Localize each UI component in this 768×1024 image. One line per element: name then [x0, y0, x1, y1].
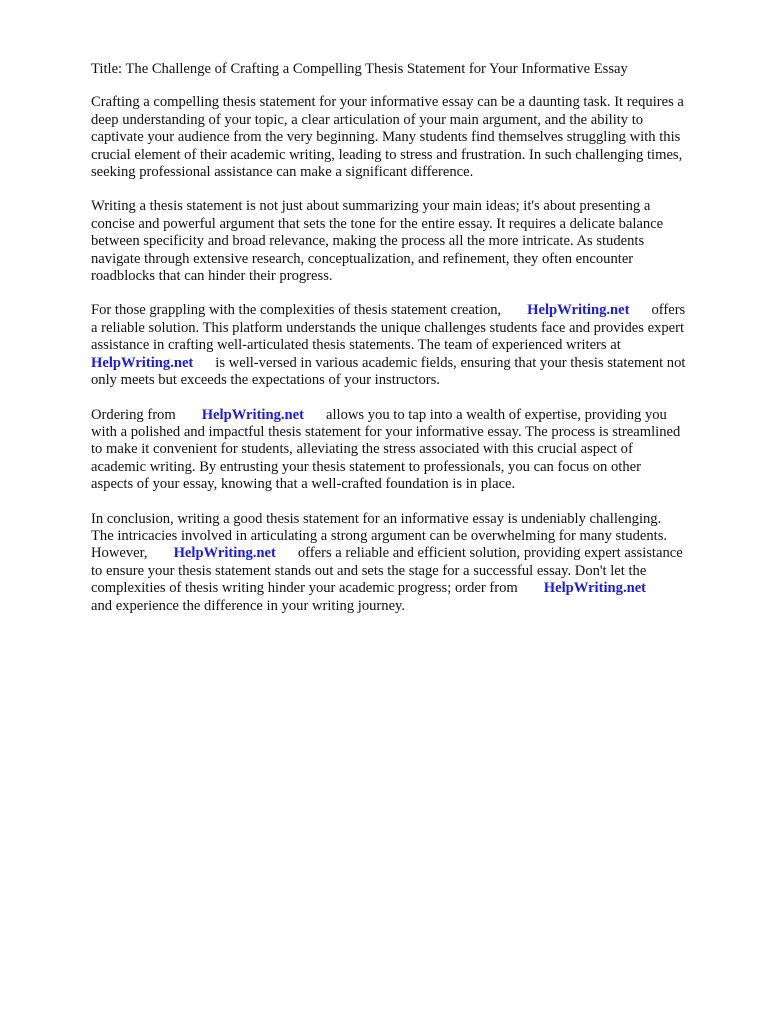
text-line: captivate your audience from the very beginning. Many students find themselves struggling with this	[91, 129, 681, 146]
text-line: to ensure your thesis statement stands out and sets the stage for a successful essay. Don't let the	[91, 562, 647, 579]
text-line: navigate through extensive research, conceptualization, and refinement, they often encounter	[91, 250, 634, 267]
text-line: roadblocks that can hinder their progress.	[91, 268, 333, 285]
helpwriting-link[interactable]: HelpWriting.net	[173, 545, 276, 562]
text-line: between specificity and broad relevance, making the process all the more intricate. As students	[91, 233, 645, 250]
text-line	[91, 407, 731, 424]
helpwriting-link[interactable]: HelpWriting.net	[527, 302, 630, 319]
text-line	[91, 355, 731, 372]
text-line	[91, 302, 731, 319]
text-line: to make it convenient for students, alleviating the stress associated with this crucial aspect of	[91, 441, 633, 458]
text-segment: Ordering from	[91, 406, 176, 423]
text-segment: offers a reliable and efficient solution, providing expert assistance	[297, 545, 683, 562]
helpwriting-link[interactable]: HelpWriting.net	[201, 406, 304, 423]
helpwriting-link[interactable]: HelpWriting.net	[543, 580, 647, 597]
text-segment: However,	[91, 545, 148, 562]
text-line: The intricacies involved in articulating a strong argument can be overwhelming for many students.	[91, 527, 668, 544]
text-line: aspects of your essay, knowing that a well-crafted foundation is in place.	[91, 476, 516, 493]
helpwriting-link[interactable]: HelpWriting.net	[91, 354, 194, 371]
text-line	[91, 580, 731, 597]
text-segment: offers	[651, 302, 686, 319]
text-line: concise and powerful argument that sets the tone for the entire essay. It requires a delicate balance	[91, 215, 664, 232]
text-line: seeking professional assistance can make a significant difference.	[91, 164, 474, 181]
text-line: deep understanding of your topic, a clear articulation of your main argument, and the ability to	[91, 111, 644, 128]
paragraph-intro	[91, 94, 731, 181]
text-line: and experience the difference in your writing journey.	[91, 597, 406, 614]
text-line: assistance in crafting well-articulated thesis statements. The team of experienced writers at	[91, 337, 621, 354]
document-title: Title: The Challenge of Crafting a Compelling Thesis Statement for Your Informative Essay	[91, 61, 628, 77]
paragraph-conclusion	[91, 511, 731, 615]
text-segment: is well-versed in various academic fields, ensuring that your thesis statement not	[215, 354, 686, 371]
text-line	[91, 545, 731, 562]
text-line: Writing a thesis statement is not just about summarizing your main ideas; it's about presenting a	[91, 198, 651, 215]
document-body	[91, 61, 731, 632]
text-line: crucial element of their academic writing, leading to stress and frustration. In such challenging times,	[91, 146, 683, 163]
text-segment: allows you to tap into a wealth of expertise, providing you	[326, 406, 667, 423]
text-line: academic writing. By entrusting your thesis statement to professionals, you can focus on other	[91, 458, 641, 475]
text-line: a reliable solution. This platform understands the unique challenges students face and provides expert	[91, 319, 685, 336]
text-line: only meets but exceeds the expectations of your instructors.	[91, 372, 440, 389]
paragraph-thesis-writing	[91, 198, 731, 285]
text-segment: complexities of thesis writing hinder your academic progress; order from	[91, 580, 518, 597]
text-line: In conclusion, writing a good thesis statement for an informative essay is undeniably challenging.	[91, 510, 662, 527]
text-line: Crafting a compelling thesis statement for your informative essay can be a daunting task. It requires a	[91, 94, 684, 111]
paragraph-solution	[91, 302, 731, 389]
text-line: with a polished and impactful thesis statement for your informative essay. The process is streamlined	[91, 423, 681, 440]
paragraph-ordering	[91, 407, 731, 494]
text-segment: For those grappling with the complexities of thesis statement creation,	[91, 302, 502, 319]
